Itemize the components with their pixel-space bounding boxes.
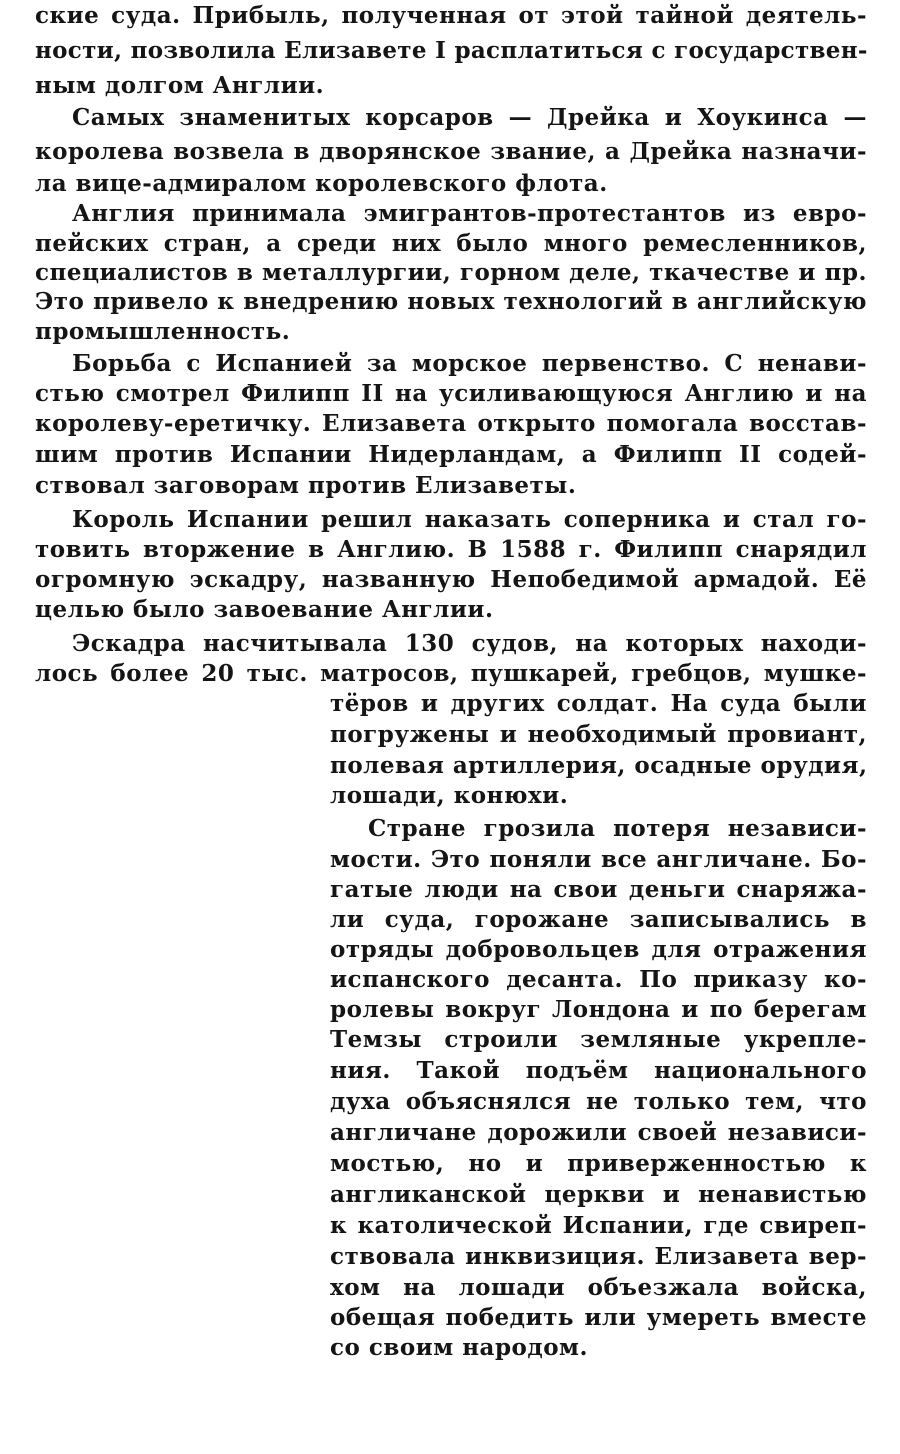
text-line: обещая победить или умереть вместе: [330, 1304, 867, 1331]
section-heading: Борьба с Испанией за морское первенство.: [72, 350, 710, 377]
text-line: промышленность.: [35, 318, 291, 345]
text-line: королеву-еретичку. Елизавета открыто помогала восстав-: [35, 410, 867, 437]
text-line: ролевы вокруг Лондона и по берегам: [330, 996, 867, 1023]
text-line: лось более 20 тыс. матросов, пушкарей, гребцов, мушке-: [35, 660, 867, 687]
paragraph-first-line: Король Испании решил наказать соперника и стал го-: [72, 506, 867, 533]
text-line: ния. Такой подъём национального: [330, 1057, 867, 1084]
text-line: гатые люди на свои деньги снаряжа-: [330, 876, 867, 903]
paragraph-first-line: Эскадра насчитывала 130 судов, на которых находи-: [72, 630, 867, 657]
text-line: Темзы строили земляные укрепле-: [330, 1026, 867, 1053]
date-highlight: В 1588 г.: [467, 536, 602, 563]
text-line: тёров и других солдат. На суда были: [330, 690, 867, 717]
paragraph-first-line: Англия принимала эмигрантов-протестантов из евро-: [72, 200, 867, 227]
text-line: королева возвела в дворянское звание, а Дрейка назначи-: [35, 138, 867, 165]
paragraph-first-line: Стране грозила потеря независи-: [368, 815, 867, 842]
text-line: шим против Испании Нидерландам, а Филипп II содей-: [35, 441, 867, 468]
text-line: отряды добровольцев для отражения: [330, 936, 867, 963]
text-line: духа объяснялся не только тем, что: [330, 1088, 867, 1115]
text-line: ские суда. Прибыль, полученная от этой тайной деятель-: [35, 2, 867, 29]
text-line: ствовала инквизиция. Елизавета вер-: [330, 1243, 867, 1270]
text-line: со своим народом.: [330, 1334, 589, 1361]
text-line: Это привело к внедрению новых технологий в английскую: [35, 288, 867, 315]
text-line: ным долгом Англии.: [35, 72, 325, 99]
text-line: испанского десанта. По приказу ко-: [330, 966, 867, 993]
text-line: англичане дорожили своей независи-: [330, 1119, 867, 1146]
text-line: ности, позволила Елизавете I расплатиться с государствен-: [35, 37, 868, 64]
text-line: целью было завоевание Англии.: [35, 596, 494, 623]
text-line: стью смотрел Филипп II на усиливающуюся Англию и на: [35, 380, 867, 407]
text-line: огромную эскадру, названную Непобедимой армадой. Её: [35, 566, 867, 593]
text-line: мости. Это поняли все англичане. Бо-: [330, 846, 867, 873]
text-line: к католической Испании, где свиреп-: [330, 1212, 867, 1239]
text-line: погружены и необходимый провиант,: [330, 721, 867, 748]
text-line: ствовал заговорам против Елизаветы.: [35, 472, 577, 499]
text-line: ли суда, горожане записывались в: [330, 906, 867, 933]
text-fragment: Филипп снарядил: [601, 536, 867, 563]
text-line: полевая артиллерия, осадные орудия,: [330, 752, 868, 779]
text-line: специалистов в металлургии, горном деле, ткачестве и пр.: [35, 259, 867, 286]
section-heading-line: [72, 350, 867, 378]
text-line: ла вице-адмиралом королевского флота.: [35, 170, 608, 197]
paragraph-first-line: Самых знаменитых корсаров — Дрейка и Хоукинса —: [72, 104, 867, 131]
text-line: хом на лошади объезжала войска,: [330, 1274, 867, 1301]
date-line: [35, 536, 867, 564]
text-line: пейских стран, а среди них было много ремесленников,: [35, 230, 867, 257]
text-fragment: С ненави-: [709, 350, 867, 377]
text-fragment: товить вторжение в Англию.: [35, 536, 468, 563]
text-line: англиканской церкви и ненавистью: [330, 1181, 867, 1208]
text-line: лошади, конюхи.: [330, 782, 569, 809]
text-line: мостью, но и приверженностью к: [330, 1150, 867, 1177]
